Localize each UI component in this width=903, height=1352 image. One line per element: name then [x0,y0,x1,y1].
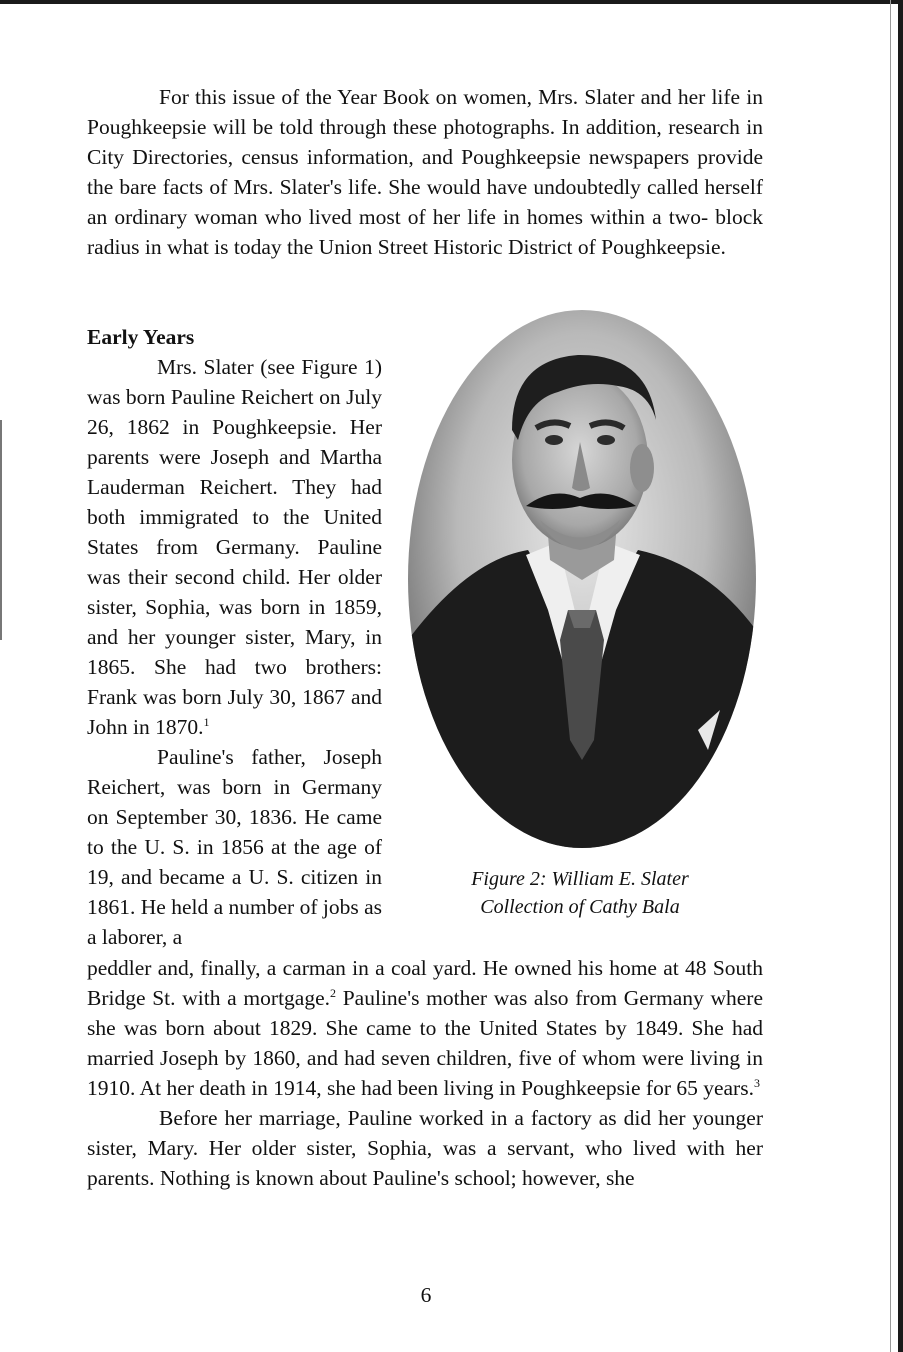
footnote-marker: 2 [330,985,337,1000]
continuation-paragraph [87,953,763,1103]
footnote-marker: 3 [753,1075,760,1090]
continuation-text-part1: peddler and, finally, a carman in a coal yard. He owned his home at 48 South Bridge St. with a mortgage. [87,956,763,1010]
father-paragraph: Pauline's father, Joseph Reichert, was born in Germany on September 30, 1836. He came to the U. S. in 1856 at the age of 19, and became a U. S. citizen in 1861. He held a number of jobs as a laborer, a [87,745,382,949]
caption-line-1: Figure 2: William E. Slater [471,868,689,890]
early-years-paragraph [87,352,382,742]
portrait-photo [408,310,756,848]
left-column [87,352,382,952]
page-number: 6 [420,1283,432,1307]
continuation-text-block [87,953,763,1193]
scan-edge-top [0,0,903,4]
continuation-text-part2: Pauline's mother was also from Germany where she was born about 1829. She came to the United States by 1849. She had married Joseph by 1860, and had seven children, five of whom were living in 1910. At her death in 1914, she had been living in Poughkeepsie for 65 years. [87,986,764,1100]
caption-line-2: Collection of Cathy Bala [480,896,680,918]
portrait-illustration [408,310,756,848]
marriage-paragraph: Before her marriage, Pauline worked in a factory as did her younger sister, Mary. Her older sister, Sophia, was a servant, who lived with her parents. Nothing is known about Pauline's school; however, she [87,1106,763,1190]
footnote-marker: 1 [203,714,210,729]
intro-text-block [87,82,763,262]
scan-edge-right-inner [890,0,891,1352]
section-heading: Early Years [87,325,195,349]
early-years-text: Mrs. Slater (see Figure 1) was born Pauline Reichert on July 26, 1862 in Poughkeepsie. Her parents were Joseph and Martha Lauderman Reichert. They had both immigrated to the United States from Germany. Pauline was their second child. Her older sister, Sophia, was born in 1859, and her younger sister, Mary, in 1865. She had two brothers: Frank was born July 30, 1867 and John in 1870. [87,355,382,739]
scan-edge-left [0,420,2,640]
intro-paragraph: For this issue of the Year Book on women, Mrs. Slater and her life in Poughkeepsie will be told through these photographs. In addition, research in City Directories, census information, and Poughkeepsie newspapers provide the bare facts of Mrs. Slater's life. She would have undoubtedly called herself an ordinary woman who lived most of her life in homes within a two- block radius in what is today the Union Street Historic District of Poughkeepsie. [87,85,763,259]
figure-caption [400,865,760,921]
scan-edge-right [898,0,903,1352]
